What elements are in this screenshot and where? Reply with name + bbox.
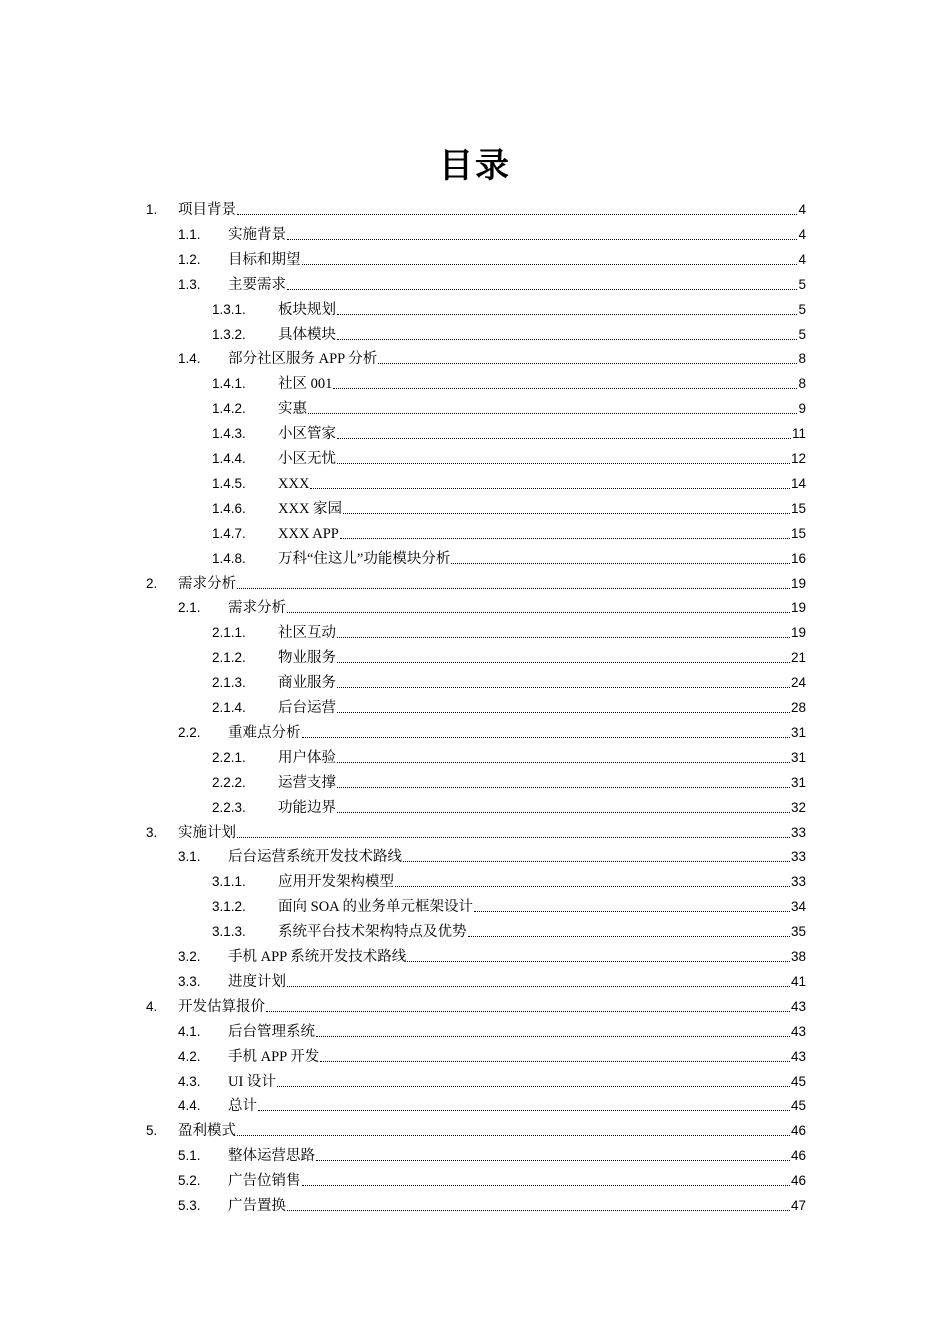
toc-entry-number: 3.2. — [178, 949, 201, 964]
toc-entry-page-number: 45 — [790, 1098, 806, 1114]
toc-entry-line — [228, 973, 806, 991]
toc-entry-line — [278, 799, 806, 817]
toc-entry[interactable] — [0, 894, 950, 919]
toc-entry-number: 5. — [146, 1123, 158, 1139]
toc-entry-number: 2.2. — [178, 724, 201, 740]
toc-entry-page-number: 34 — [790, 899, 806, 915]
dot-leader — [337, 463, 790, 464]
toc-entry-title: 后台管理系统 — [228, 1023, 315, 1040]
toc-entry-page-number: 46 — [790, 1148, 806, 1164]
toc-entry[interactable] — [0, 222, 950, 247]
toc-entry-line — [228, 1048, 806, 1066]
toc-entry-line — [278, 649, 806, 667]
toc-entry-number: 3.1.3. — [212, 924, 246, 940]
toc-entry-title: 需求分析 — [228, 600, 286, 617]
toc-entry-page-number: 33 — [790, 824, 806, 840]
dot-leader — [337, 314, 797, 315]
toc-entry[interactable] — [0, 247, 950, 272]
toc-entry-page-number: 21 — [790, 650, 806, 666]
toc-entry-page-number: 33 — [790, 874, 806, 890]
toc-entry-line — [178, 998, 806, 1016]
dot-leader — [287, 289, 797, 290]
dot-leader — [407, 961, 790, 962]
toc-entry-line — [178, 1122, 806, 1140]
toc-entry[interactable] — [0, 695, 950, 720]
dot-leader — [237, 214, 797, 215]
dot-leader — [237, 588, 790, 589]
toc-entry-title: 目标和期望 — [228, 251, 301, 268]
toc-entry-number: 1.3.1. — [212, 301, 246, 317]
toc-entry-title: 主要需求 — [228, 276, 286, 293]
toc-entry-title: 需求分析 — [178, 575, 236, 592]
toc-entry-line — [278, 923, 806, 941]
toc-entry-number: 3. — [146, 824, 158, 840]
toc-entry-line — [278, 301, 806, 319]
toc-entry-line — [278, 774, 806, 792]
toc-entry-line — [278, 425, 806, 443]
dot-leader — [337, 762, 790, 763]
toc-entry-line — [278, 898, 806, 916]
dot-leader — [403, 861, 790, 862]
toc-entry[interactable] — [0, 1069, 950, 1094]
toc-entry-line — [178, 575, 806, 593]
dot-leader — [337, 637, 790, 638]
toc-entry-page-number: 4 — [798, 251, 806, 267]
toc-entry-title: 实施背景 — [228, 226, 286, 243]
dot-leader — [308, 413, 797, 414]
toc-entry[interactable] — [0, 446, 950, 471]
toc-entry-line — [278, 873, 806, 891]
dot-leader — [287, 239, 797, 240]
toc-entry-number: 3.3. — [178, 973, 201, 989]
toc-entry-number: 4.2. — [178, 1048, 201, 1064]
toc-entry-title: 社区互动 — [278, 625, 336, 642]
toc-entry-line — [228, 226, 806, 244]
dot-leader — [237, 1135, 790, 1136]
toc-entry-number: 1.4.5. — [212, 475, 246, 491]
toc-entry-page-number: 5 — [798, 301, 806, 317]
toc-entry-title: XXX APP — [278, 525, 339, 542]
toc-entry-line — [278, 475, 806, 493]
toc-entry-number: 4.1. — [178, 1023, 201, 1039]
toc-entry[interactable] — [0, 820, 950, 845]
dot-leader — [266, 1011, 790, 1012]
toc-entry[interactable] — [0, 1118, 950, 1143]
toc-entry-title: 应用开发架构模型 — [278, 874, 394, 891]
toc-entry-page-number: 5 — [798, 276, 806, 292]
toc-entry[interactable] — [0, 595, 950, 620]
toc-entry-title: XXX 家园 — [278, 500, 343, 517]
page-title: 目录 — [439, 146, 511, 186]
dot-leader — [258, 1110, 790, 1111]
toc-entry-number: 3.1.1. — [212, 874, 246, 890]
toc-entry-line — [228, 1023, 806, 1041]
toc-entry-number: 5.2. — [178, 1173, 201, 1189]
toc-entry-page-number: 45 — [790, 1073, 806, 1089]
toc-entry-number: 1.4.8. — [212, 550, 246, 566]
toc-entry-line — [278, 550, 806, 568]
toc-entry-page-number: 19 — [790, 575, 806, 591]
toc-entry-page-number: 4 — [798, 226, 806, 242]
toc-entry-page-number: 43 — [790, 1048, 806, 1064]
dot-leader — [337, 339, 797, 340]
toc-entry-page-number: 31 — [790, 724, 806, 740]
toc-entry-line — [178, 824, 806, 842]
dot-leader — [302, 264, 798, 265]
toc-entry-line — [278, 500, 806, 518]
toc-entry[interactable] — [0, 994, 950, 1019]
dot-leader — [337, 787, 790, 788]
toc-entry[interactable] — [0, 844, 950, 869]
dot-leader — [316, 1036, 790, 1037]
toc-entry-page-number: 15 — [790, 500, 806, 516]
toc-entry-number: 1. — [146, 202, 158, 217]
toc-entry-title: 后台运营系统开发技术路线 — [228, 849, 402, 866]
toc-entry-page-number: 46 — [790, 1173, 806, 1189]
dot-leader — [474, 911, 790, 912]
toc-entry[interactable] — [0, 197, 950, 222]
toc-entry-number: 4.4. — [178, 1098, 201, 1114]
toc-entry[interactable] — [0, 1168, 950, 1193]
toc-entry-line — [228, 1147, 806, 1165]
toc-entry-page-number: 15 — [790, 525, 806, 541]
toc-entry[interactable] — [0, 770, 950, 795]
dot-leader — [340, 538, 790, 539]
toc-entry-number: 1.4.7. — [212, 525, 246, 541]
toc-entry-page-number: 8 — [798, 351, 806, 367]
toc-entry[interactable] — [0, 944, 950, 969]
toc-entry-number: 1.4.2. — [212, 401, 246, 417]
toc-entry-number: 1.4. — [178, 351, 201, 367]
toc-entry-number: 1.4.6. — [212, 500, 246, 516]
toc-entry-title: 盈利模式 — [178, 1123, 236, 1140]
toc-entry[interactable] — [0, 471, 950, 496]
toc-entry-number: 2.1.2. — [212, 650, 246, 666]
toc-entry-title: 广告置换 — [228, 1198, 286, 1214]
toc-entry-title: 进度计划 — [228, 973, 286, 990]
toc-entry-title: 物业服务 — [278, 650, 336, 667]
toc-entry-line — [228, 1097, 806, 1115]
toc-entry-line — [278, 699, 806, 717]
toc-entry-line — [278, 749, 806, 767]
toc-entry-page-number: 12 — [790, 451, 806, 466]
dot-leader — [378, 363, 797, 364]
toc-entry-line — [228, 251, 806, 269]
toc-entry-line — [228, 948, 806, 966]
toc-entry-title: XXX — [278, 475, 310, 492]
dot-leader — [337, 712, 790, 713]
toc-entry-page-number: 19 — [790, 600, 806, 616]
toc-entry-line — [278, 326, 806, 344]
toc-entry-number: 1.3.2. — [212, 326, 246, 342]
toc-entry[interactable] — [0, 346, 950, 371]
toc-entry-title: 小区管家 — [278, 426, 336, 443]
toc-entry-title: 运营支撑 — [278, 774, 336, 791]
toc-entry-page-number: 31 — [790, 774, 806, 790]
toc-entry-number: 1.4.4. — [212, 451, 246, 466]
toc-entry-page-number: 31 — [790, 749, 806, 765]
toc-entry-number: 1.1. — [178, 226, 201, 242]
toc-entry-title: 具体模块 — [278, 326, 336, 343]
dot-leader — [468, 936, 790, 937]
toc-entry-page-number: 24 — [790, 675, 806, 691]
toc-entry-number: 1.4.1. — [212, 376, 246, 392]
toc-entry[interactable] — [0, 745, 950, 770]
toc-entry-title: 社区 001 — [278, 376, 333, 393]
dot-leader — [310, 488, 790, 489]
toc-entry[interactable] — [0, 795, 950, 820]
toc-entry-title: 部分社区服务 APP 分析 — [228, 351, 378, 368]
toc-entry-title: 功能边界 — [278, 799, 336, 816]
toc-entry-number: 3.1. — [178, 849, 201, 865]
toc-entry-page-number: 41 — [790, 973, 806, 989]
dot-leader — [333, 388, 797, 389]
toc-entry[interactable] — [0, 371, 950, 396]
toc-entry-line — [278, 525, 806, 543]
toc-entry-page-number: 5 — [798, 326, 806, 342]
dot-leader — [237, 837, 790, 838]
toc-entry[interactable] — [0, 322, 950, 347]
toc-entry-line — [228, 724, 806, 742]
toc-entry[interactable] — [0, 297, 950, 322]
toc-entry-number: 3.1.2. — [212, 899, 246, 915]
toc-entry[interactable] — [0, 571, 950, 596]
toc-entry-line — [278, 400, 806, 418]
toc-entry[interactable] — [0, 869, 950, 894]
toc-entry[interactable] — [0, 496, 950, 521]
dot-leader — [337, 438, 791, 439]
toc-entry-title: 商业服务 — [278, 675, 336, 692]
toc-entry-line — [228, 848, 806, 866]
toc-entry-page-number: 14 — [790, 475, 806, 491]
dot-leader — [337, 812, 790, 813]
toc-entry-line — [228, 1172, 806, 1190]
toc-entry-title: 实惠 — [278, 401, 307, 418]
toc-entry-title: 面向 SOA 的业务单元框架设计 — [278, 899, 473, 916]
toc-entry-number: 2.1.4. — [212, 700, 246, 715]
toc-entry-title: 手机 APP 系统开发技术路线 — [228, 949, 407, 965]
toc-entry-title: 整体运营思路 — [228, 1148, 315, 1165]
toc-entry[interactable] — [0, 919, 950, 944]
toc-entry-number: 4. — [146, 998, 158, 1014]
toc-entry-line — [228, 350, 806, 368]
toc-entry-title: 开发估算报价 — [178, 998, 265, 1015]
dot-leader — [287, 612, 790, 613]
toc-entry-title: 手机 APP 开发 — [228, 1048, 320, 1065]
toc-entry[interactable] — [0, 969, 950, 994]
toc-entry-title: 实施计划 — [178, 824, 236, 841]
dot-leader — [287, 986, 790, 987]
toc-entry[interactable] — [0, 645, 950, 670]
toc-entry-title: 总计 — [228, 1098, 257, 1115]
toc-entry[interactable] — [0, 546, 950, 571]
toc-entry-line — [278, 450, 806, 468]
toc-entry[interactable] — [0, 720, 950, 745]
dot-leader — [277, 1086, 790, 1087]
dot-leader — [337, 687, 790, 688]
toc-entry[interactable] — [0, 1193, 950, 1218]
toc-entry-line — [228, 599, 806, 617]
toc-entry-number: 5.3. — [178, 1198, 201, 1213]
dot-leader — [316, 1160, 790, 1161]
toc-entry-page-number: 19 — [790, 625, 806, 641]
dot-leader — [343, 513, 790, 514]
toc-entry-number: 5.1. — [178, 1148, 201, 1164]
dot-leader — [337, 662, 790, 663]
toc-entry-line — [178, 201, 806, 219]
toc-entry-title: 系统平台技术架构特点及优势 — [278, 924, 467, 941]
toc-entry-number: 2. — [146, 575, 158, 591]
toc-entry[interactable] — [0, 620, 950, 645]
toc-entry-page-number: 47 — [790, 1198, 806, 1213]
toc-entry-title: 板块规划 — [278, 301, 336, 318]
toc-entry-line — [228, 1073, 806, 1091]
toc-entry-page-number: 8 — [798, 376, 806, 392]
toc-entry-page-number: 32 — [790, 799, 806, 815]
toc-entry-line — [228, 276, 806, 294]
toc-entry[interactable] — [0, 396, 950, 421]
toc-entry[interactable] — [0, 421, 950, 446]
toc-entry-number: 1.4.3. — [212, 426, 246, 442]
toc-entry-line — [278, 375, 806, 393]
toc-entry-title: 小区无忧 — [278, 451, 336, 467]
toc-entry-title: 后台运营 — [278, 700, 336, 716]
toc-entry-number: 4.3. — [178, 1073, 201, 1089]
toc-entry-number: 2.2.3. — [212, 799, 246, 815]
toc-entry-number: 1.3. — [178, 276, 201, 292]
toc-entry-title: 广告位销售 — [228, 1173, 301, 1190]
dot-leader — [302, 1185, 790, 1186]
toc-entry-title: 重难点分析 — [228, 724, 301, 741]
toc-entry-title: UI 设计 — [228, 1073, 276, 1090]
toc-entry-page-number: 9 — [798, 401, 806, 417]
toc-entry[interactable] — [0, 1143, 950, 1168]
dot-leader — [320, 1061, 790, 1062]
toc-entry[interactable] — [0, 670, 950, 695]
toc-entry[interactable] — [0, 1093, 950, 1118]
toc-entry-page-number: 4 — [798, 202, 806, 217]
toc-entry-number: 2.1.3. — [212, 675, 246, 691]
toc-entry-title: 项目背景 — [178, 202, 236, 218]
toc-entry-line — [278, 624, 806, 642]
dot-leader — [302, 737, 790, 738]
toc-entry-number: 2.2.1. — [212, 749, 246, 765]
toc-entry-page-number: 38 — [790, 949, 806, 964]
toc-entry-number: 2.1.1. — [212, 625, 246, 641]
toc-entry[interactable] — [0, 521, 950, 546]
toc-entry-page-number: 11 — [791, 426, 806, 442]
dot-leader — [451, 563, 790, 564]
dot-leader — [395, 886, 790, 887]
toc-entry-page-number: 16 — [790, 550, 806, 566]
toc-entry[interactable] — [0, 272, 950, 297]
toc-entry-title: 用户体验 — [278, 749, 336, 766]
toc-entry-page-number: 43 — [790, 1023, 806, 1039]
toc-entry-page-number: 28 — [790, 700, 806, 715]
toc-entry-line — [228, 1197, 806, 1215]
toc-entry[interactable] — [0, 1019, 950, 1044]
toc-entry[interactable] — [0, 1044, 950, 1069]
toc-entry-number: 1.2. — [178, 251, 201, 267]
toc-entry-number: 2.2.2. — [212, 774, 246, 790]
toc-entry-page-number: 33 — [790, 849, 806, 865]
toc-entry-title: 万科“住这儿”功能模块分析 — [278, 550, 451, 567]
toc-entry-page-number: 46 — [790, 1123, 806, 1139]
toc-entry-number: 2.1. — [178, 600, 201, 616]
toc-entry-page-number: 35 — [790, 924, 806, 940]
toc-entry-page-number: 43 — [790, 998, 806, 1014]
toc-entry-line — [278, 674, 806, 692]
dot-leader — [287, 1210, 790, 1211]
